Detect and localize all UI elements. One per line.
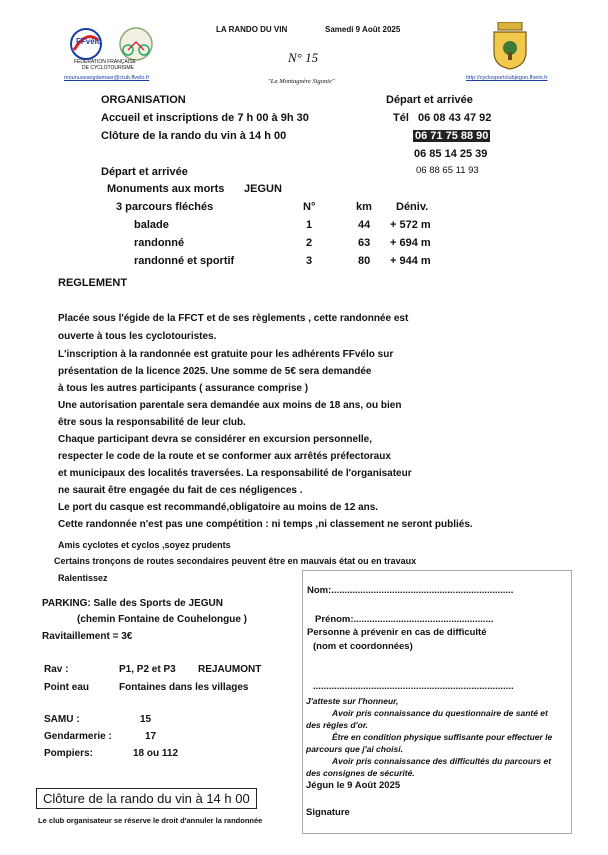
ralentissez-text: Ralentissez (58, 573, 108, 583)
ffvelo-caption-2: DE CYCLOTOURISME (82, 65, 134, 71)
parcours-row-3-no: 3 (306, 255, 313, 267)
jegun-coat-of-arms (492, 22, 528, 70)
prevenir-label: Personne à prévenir en cas de difficulté (307, 627, 487, 638)
pompiers-label: Pompiers: (44, 748, 93, 759)
event-title: LA RANDO DU VIN (216, 25, 288, 34)
troncons-text: Certains tronçons de routes secondaires peuvent être en mauvais état ou en travaux (54, 556, 417, 566)
reglement-line: et municipaux des localités traversées. La responsabilité de l'organisateur (58, 468, 412, 479)
rav-points: P1, P2 et P3 (119, 664, 176, 675)
contact-field[interactable]: ............................................................................ (313, 681, 514, 692)
pompiers-val: 18 ou 112 (133, 748, 179, 759)
phone-2 (413, 130, 490, 142)
reglement-line: respecter le code de la route et se conformer aux arrêtés préfectoraux (58, 451, 391, 462)
cloture-text: Clôture de la rando du vin à 14 h 00 (101, 130, 287, 142)
reglement-line: être sous la responsabilité de leur club. (58, 417, 246, 428)
atteste-text: J'atteste sur l'honneur, (306, 696, 399, 706)
depart-title: Départ et arrivée (386, 94, 473, 106)
event-motto: "La Montagnère Sigonie" (268, 78, 335, 85)
footer-cloture: Clôture de la rando du vin à 14 h 00 (36, 788, 257, 809)
parking-text: PARKING: Salle des Sports de JEGUN (42, 598, 223, 609)
reglement-line: L'inscription à la randonnée est gratuite pour les adhérents FFvélo sur (58, 349, 394, 360)
parcours-row-1-no: 1 (306, 219, 313, 231)
reglement-line: Placée sous l'égide de la FFCT et de ses règlements , cette randonnée est (58, 313, 409, 324)
prevenir-sub: (nom et coordonnées) (313, 641, 413, 652)
samu-label: SAMU : (44, 714, 80, 725)
event-number: N° 15 (288, 50, 319, 65)
attestation-2: Être en condition physique suffisante pour effectuer le parcours que j'ai choisi. (306, 732, 553, 754)
reglement-line: Le port du casque est recommandé,obligatoire au moins de 12 ans. (58, 502, 379, 513)
phone-2-value: 06 71 75 88 90 (415, 130, 489, 142)
rav-label: Rav : (44, 664, 69, 675)
phone-3: 06 85 14 25 39 (414, 148, 488, 160)
inscription-form (302, 570, 572, 834)
amis-text: Amis cyclotes et cyclos ,soyez prudents (58, 540, 231, 550)
form-date: Jégun le 9 Août 2025 (306, 780, 401, 791)
organisation-title: ORGANISATION (101, 94, 186, 106)
gendarmerie-val: 17 (145, 731, 157, 742)
reglement-line: à tous les autres participants ( assurance comprise ) (58, 383, 309, 394)
parcours-row-3-km: 80 (358, 255, 371, 267)
event-date: Samedi 9 Août 2025 (325, 25, 401, 34)
parcours-row-1-deniv: + 572 m (390, 219, 431, 231)
rav-lieu: REJAUMONT (198, 664, 262, 675)
ffvelo-caption-1: FÉDÉRATION FRANÇAISE (74, 59, 136, 65)
reglement-line: Une autorisation parentale sera demandée aux moins de 18 ans, ou bien (58, 400, 402, 411)
parcours-row-2-km: 63 (358, 237, 371, 249)
attestation-1: Avoir pris connaissance du questionnaire de santé et des règles d'or. (306, 708, 548, 730)
reglement-line: présentation de la licence 2025. Une somme de 5€ sera demandée (58, 366, 372, 377)
col-no: N° (303, 201, 316, 213)
club-website-link[interactable]: http://cyclosportclubjegun.ffvelo.fr (466, 75, 548, 81)
parcours-row-2-no: 2 (306, 237, 313, 249)
eau-val: Fontaines dans les villages (119, 682, 249, 693)
reglement-line: ne saurait être engagée du fait de ces négligences . (58, 485, 303, 496)
signature-label[interactable]: Signature (306, 807, 350, 818)
chemin-text: (chemin Fontaine de Couhelongue ) (77, 614, 247, 625)
phone-1: 06 08 43 47 92 (418, 112, 492, 124)
parcours-row-1-name: balade (134, 219, 169, 231)
parcours-row-3-name: randonné et sportif (134, 255, 235, 267)
col-km: km (356, 201, 372, 213)
attestation-3: Avoir pris connaissance des difficultés du parcours et des consignes de sécurité. (306, 756, 552, 778)
parcours-row-2-deniv: + 694 m (390, 237, 431, 249)
parcours-row-1-km: 44 (358, 219, 371, 231)
reglement-title: REGLEMENT (58, 277, 128, 289)
ffvelo-logo-text: FFvélo (76, 37, 102, 46)
col-deniv: Déniv. (396, 201, 429, 213)
eau-label: Point eau (44, 682, 90, 693)
prenom-field[interactable]: Prénom:..................................................... (315, 614, 494, 625)
depart-2: Départ et arrivée (101, 166, 188, 178)
phone-4: 06 88 65 11 93 (416, 165, 479, 176)
parcours-title: 3 parcours fléchés (116, 201, 214, 213)
footer-droit: Le club organisateur se réserve le droit d'annuler la randonnée (38, 816, 263, 825)
club-email-link[interactable]: mounuseacgdamasr@ctub.ffvelo.fr (64, 75, 150, 81)
tel-label: Tél (393, 112, 409, 124)
reglement-line: Chaque participant devra se considérer en excursion personnelle, (58, 434, 372, 445)
nom-field[interactable]: Nom:..................................................................... (307, 585, 514, 596)
accueil-text: Accueil et inscriptions de 7 h 00 à 9h 30 (101, 112, 309, 124)
reglement-line: ouverte à tous les cyclotouristes. (58, 331, 217, 342)
gendarmerie-label: Gendarmerie : (44, 731, 112, 742)
parcours-row-3-deniv: + 944 m (390, 255, 431, 267)
ravitaillement-text: Ravitaillement = 3€ (42, 631, 133, 642)
parcours-row-2-name: randonné (134, 237, 185, 249)
samu-val: 15 (140, 714, 152, 725)
reglement-line: Cette randonnée n'est pas une compétition : ni temps ,ni classement ne seront publiés. (58, 519, 473, 530)
depart-lieu: Monuments aux morts (107, 183, 225, 195)
depart-commune: JEGUN (244, 183, 282, 195)
footer-cloture-box (36, 790, 257, 808)
